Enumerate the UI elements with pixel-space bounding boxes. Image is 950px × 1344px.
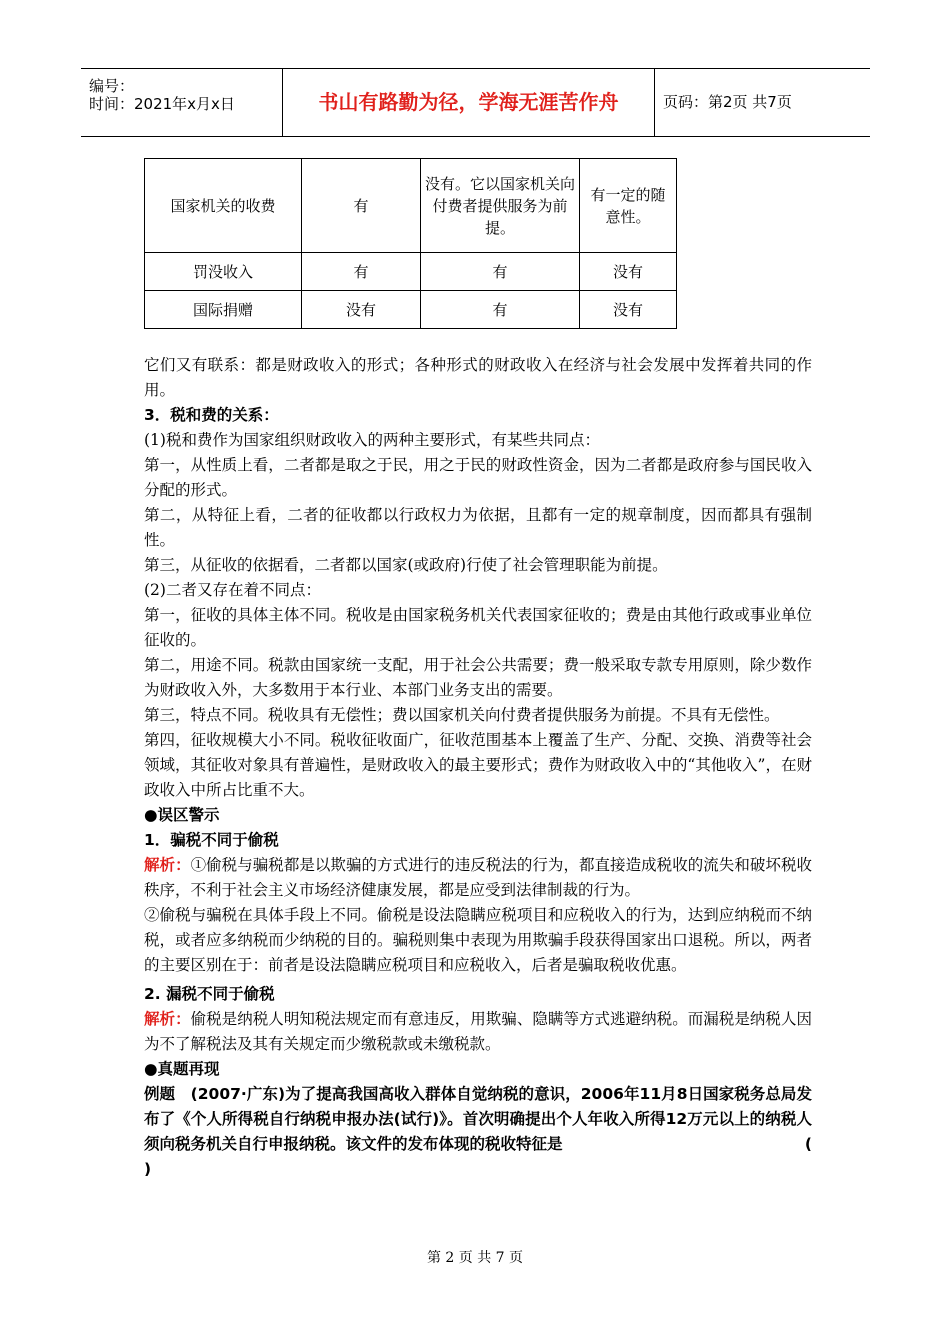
paragraph: 第三，特点不同。税收具有无偿性；费以国家机关向付费者提供服务为前提。不具有无偿性。 (144, 706, 780, 724)
table-row (145, 253, 677, 291)
header-page-label: 页码：第2页 共7页 (663, 93, 792, 111)
paragraph: 第一，征收的具体主体不同。税收是由国家税务机关代表国家征收的；费是由其他行政或事业单位征收的。 (144, 606, 812, 649)
table-cell: 有一定的随意性。 (580, 159, 677, 253)
comparison-table (144, 158, 677, 329)
paragraph: ②偷税与骗税在具体手段上不同。偷税是设法隐瞒应税项目和应税收入的行为，达到应纳税而不纳税，或者应多纳税而少纳税的目的。骗税则集中表现为用欺骗手段获得国家出口退税。所以，两者的主要区别在于：前者是设法隐瞒应税项目和应税收入，后者是骗取税收优惠。 (144, 906, 812, 974)
table-cell: 没有 (580, 291, 677, 329)
warning-title: ●误区警示 (144, 806, 220, 824)
header-meta (81, 69, 283, 136)
table-cell: 有 (302, 253, 421, 291)
section-heading: 3．税和费的关系： (144, 406, 279, 424)
paragraph: 第二，用途不同。税款由国家统一支配，用于社会公共需要；费一般采取专款专用原则，除少数作为财政收入外，大多数用于本行业、本部门业务支出的需要。 (144, 656, 812, 699)
body-text (144, 353, 812, 1182)
answer-paren-open: ( (804, 1135, 812, 1153)
paragraph: 第三，从征收的依据看，二者都以国家(或政府)行使了社会管理职能为前提。 (144, 556, 668, 574)
analysis-label: 解析： (144, 856, 191, 874)
example-question (144, 1082, 812, 1157)
table-cell: 国际捐赠 (145, 291, 302, 329)
analysis-label: 解析： (144, 1010, 191, 1028)
table-cell: 有 (302, 159, 421, 253)
warning-2-analysis (144, 1007, 812, 1057)
warning-2-title: 2. 漏税不同于偷税 (144, 985, 275, 1003)
answer-paren-close: ) (144, 1160, 152, 1178)
page-header (81, 68, 870, 137)
table-cell: 没有 (580, 253, 677, 291)
warning-1-title: 1．骗税不同于偷税 (144, 831, 279, 849)
date-label: 时间：2021年x月x日 (89, 95, 235, 113)
analysis-text: ①偷税与骗税都是以欺骗的方式进行的违反税法的行为，都直接造成税收的流失和破坏税收秩序，不利于社会主义市场经济健康发展，都是应受到法律制裁的行为。 (144, 856, 812, 899)
page-footer: 第 2 页 共 7 页 (426, 1250, 524, 1266)
table-cell: 没有。它以国家机关向付费者提供服务为前提。 (421, 159, 580, 253)
paragraph: 第一，从性质上看，二者都是取之于民，用之于民的财政性资金，因为二者都是政府参与国民收入分配的形式。 (144, 456, 812, 499)
table-row (145, 291, 677, 329)
exam-title: ●真题再现 (144, 1060, 220, 1078)
table-cell: 有 (421, 291, 580, 329)
paragraph: 第二，从特征上看，二者的征收都以行政权力为依据，且都有一定的规章制度，因而都具有强制性。 (144, 506, 812, 549)
paragraph: (1)税和费作为国家组织财政收入的两种主要形式，有某些共同点： (144, 431, 600, 449)
paragraph: (2)二者又存在着不同点： (144, 581, 321, 599)
table-cell: 罚没收入 (145, 253, 302, 291)
table-cell: 没有 (302, 291, 421, 329)
warning-1-analysis (144, 853, 812, 903)
table-cell: 有 (421, 253, 580, 291)
paragraph: 它们又有联系：都是财政收入的形式；各种形式的财政收入在经济与社会发展中发挥着共同的作用。 (144, 356, 812, 399)
table-cell: 国家机关的收费 (145, 159, 302, 253)
example-text: 例题 (2007·广东)为了提高我国高收入群体自觉纳税的意识，2006年11月8日国家税务总局发布了《个人所得税自行纳税申报办法(试行)》。首次明确提出个人年收入所得12万元以上的纳税人须向税务机关自行申报纳税。该文件的发布体现的税收特征是 (144, 1085, 812, 1153)
analysis-text: 偷税是纳税人明知税法规定而有意违反，用欺骗、隐瞒等方式逃避纳税。而漏税是纳税人因为不了解税法及其有关规定而少缴税款或未缴税款。 (144, 1010, 812, 1053)
table-row (145, 159, 677, 253)
paragraph: 第四，征收规模大小不同。税收征收面广，征收范围基本上覆盖了生产、分配、交换、消费等社会领域，其征收对象具有普遍性，是财政收入的最主要形式；费作为财政收入中的“其他收入”，在财政收入中所占比重不大。 (144, 731, 812, 799)
number-label: 编号： (89, 77, 135, 95)
header-motto: 书山有路勤为径，学海无涯苦作舟 (283, 69, 655, 136)
